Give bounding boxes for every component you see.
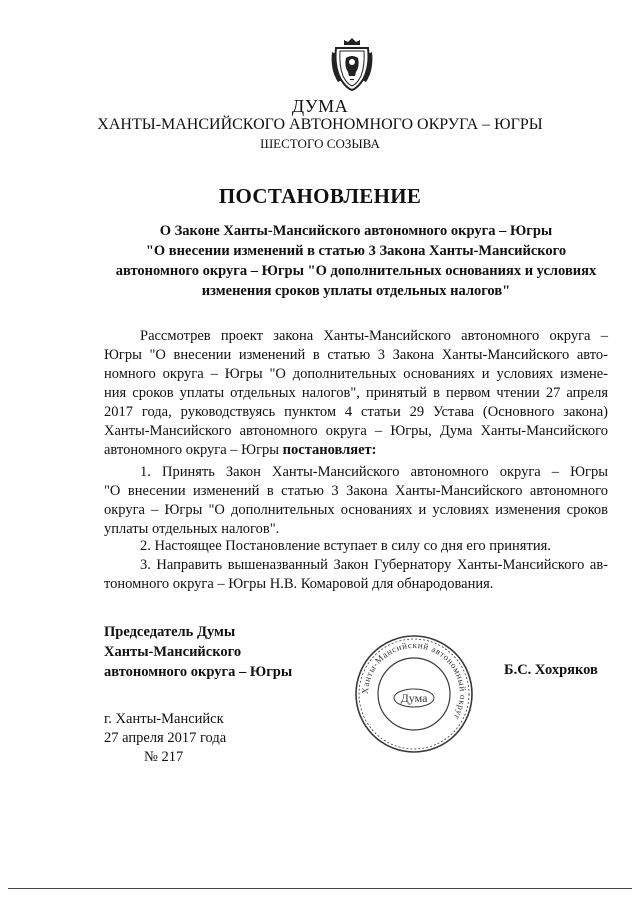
signatory-name: Б.С. Хохряков	[504, 662, 598, 678]
place-date-number-block	[104, 710, 226, 767]
item-3-line: тономного округа – Югры Н.В. Комаровой для обнародования.	[104, 576, 494, 592]
signatory-title-line: Ханты-Мансийского	[104, 644, 242, 660]
signatory-title-line: автономного округа – Югры	[104, 664, 293, 680]
resolves-keyword: постановляет:	[282, 442, 377, 458]
official-seal-stamp	[352, 632, 476, 756]
item-3-line: 3. Направить вышеназванный Закон Губернатору Ханты-Мансийского ав-	[140, 557, 608, 573]
item-1-line: округа – Югры "О дополнительных основаниях и условиях изменения сроков	[104, 502, 608, 518]
bottom-divider	[8, 888, 632, 889]
seal-ring-text-path: Ханты-Мансийский автономный округ	[359, 639, 469, 722]
convocation-label: ШЕСТОГО СОЗЫВА	[260, 136, 380, 151]
subject-line: "О внесении изменений в статью 3 Закона Ханты-Мансийского	[145, 243, 567, 259]
duma-title: ДУМА	[291, 96, 349, 116]
preamble-line: Рассмотрев проект закона Ханты-Мансийского автономного округа –	[140, 328, 608, 344]
subject-line: О Законе Ханты-Мансийского автономного округа – Югры	[159, 223, 553, 239]
resolution-subject	[96, 221, 616, 301]
item-1-line: 1. Принять Закон Ханты-Мансийского автономного округа – Югры	[140, 464, 608, 480]
preamble-line: Югры "О внесении изменений в статью 3 Закона Ханты-Мансийского авто-	[104, 347, 608, 363]
issue-date: 27 апреля 2017 года	[104, 730, 227, 746]
preamble-last-line	[104, 441, 608, 460]
issue-city: г. Ханты-Мансийск	[104, 711, 224, 727]
coat-of-arms-icon	[330, 36, 374, 92]
seal-ring-text	[360, 640, 468, 722]
item-1-line: уплаты отдельных налогов".	[104, 521, 280, 537]
item-2-paragraph	[104, 537, 608, 556]
item-1-line: "О внесении изменений в статью 3 Закона Ханты-Мансийского автономного	[104, 483, 608, 499]
signatory-title	[104, 622, 292, 682]
document-number: № 217	[144, 749, 184, 765]
seal-center-text: Дума	[400, 691, 428, 705]
preamble-line: 2017 года, руководствуясь пунктом 4 статьи 29 Устава (Основного закона)	[104, 404, 608, 420]
preamble-line: номного округа – Югры "О дополнительных основаниях и условиях измене-	[104, 366, 608, 382]
preamble-paragraph	[104, 327, 608, 460]
signatory-title-line: Председатель Думы	[104, 624, 236, 640]
item-3-paragraph	[104, 556, 608, 594]
okrug-title: ХАНТЫ-МАНСИЙСКОГО АВТОНОМНОГО ОКРУГА – ЮГРЫ	[97, 116, 543, 133]
preamble-line-text: автономного округа – Югры	[104, 442, 280, 458]
preamble-line: ния сроков уплаты отдельных налогов", принятый в первом чтении 27 апреля	[104, 385, 608, 401]
subject-line: изменения сроков уплаты отдельных налогов"	[201, 283, 511, 299]
subject-line: автономного округа – Югры "О дополнительных основаниях и условиях	[115, 263, 597, 279]
preamble-line: Ханты-Мансийского автономного округа – Югры, Дума Ханты-Мансийского	[104, 423, 608, 439]
document-type-title: ПОСТАНОВЛЕНИЕ	[218, 184, 422, 208]
item-2-line: 2. Настоящее Постановление вступает в силу со дня его принятия.	[140, 538, 551, 554]
item-1-paragraph	[104, 463, 608, 539]
